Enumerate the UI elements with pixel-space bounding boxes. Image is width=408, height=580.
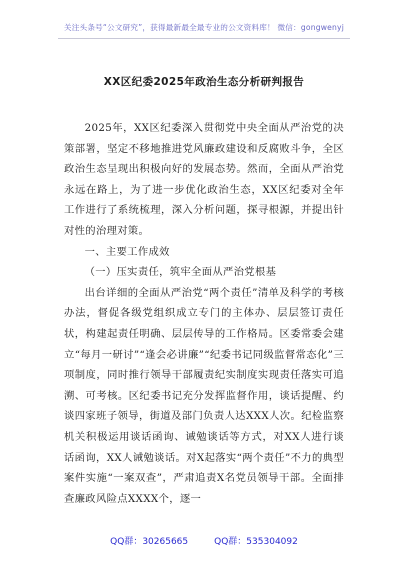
- footer: [0, 534, 408, 547]
- document-title: XX区纪委2025年政治生态分析研判报告: [103, 76, 305, 88]
- document-body: [64, 118, 344, 509]
- footer-qq-group-2: QQ群：535304092: [214, 537, 298, 547]
- section-heading: 一、主要工作成效: [84, 245, 170, 258]
- intro-paragraph: 2025年，XX区纪委深入贯彻党中央全面从严治党的决策部署，坚定不移地推进党风廉政建设和反腐败斗争，全区政治生态呈现出积极向好的发展态势。然而，全面从严治党永远在路上，为了进一步优化政治生态，XX区纪委对全年工作进行了系统梳理，深入分析问题，探寻根源，并提出针对性的治理对策。: [64, 122, 344, 237]
- subsection-heading: （一）压实责任，筑牢全面从严治党根基: [84, 266, 277, 279]
- header-banner: 关注头条号“公文研究”，获得最新最全最专业的公文资料库！ 微信：gongwenyj: [63, 23, 345, 32]
- body-paragraph: 出台详细的全面从严治党“两个责任”清单及科学的考核办法，督促各级党组织成立专门的主体办、层层签订责任状，构建起责任明确、层层传导的工作格局。区委常委会建立“每月一研讨”“逢会必讲廉”“纪委书记同级监督常态化”三项制度，同时推行领导干部履责纪实制度实现责任落实可追溯、可考核。区纪委书记充分发挥监督作用，谈话提醒、约谈四家班子领导，街道及部门负责人达XXX人次。纪检监察机关积极运用谈话函询、诫勉谈话等方式，对XX人进行谈话函询，XX人诫勉谈话。对X起落实“两个责任”不力的典型案件实施“一案双查”，严肃追责X名党员领导干部。全面排查廉政风险点XXXX个，逐一: [64, 286, 344, 505]
- footer-qq-group-1: QQ群：30265665: [110, 537, 189, 547]
- header-divider: [58, 38, 350, 39]
